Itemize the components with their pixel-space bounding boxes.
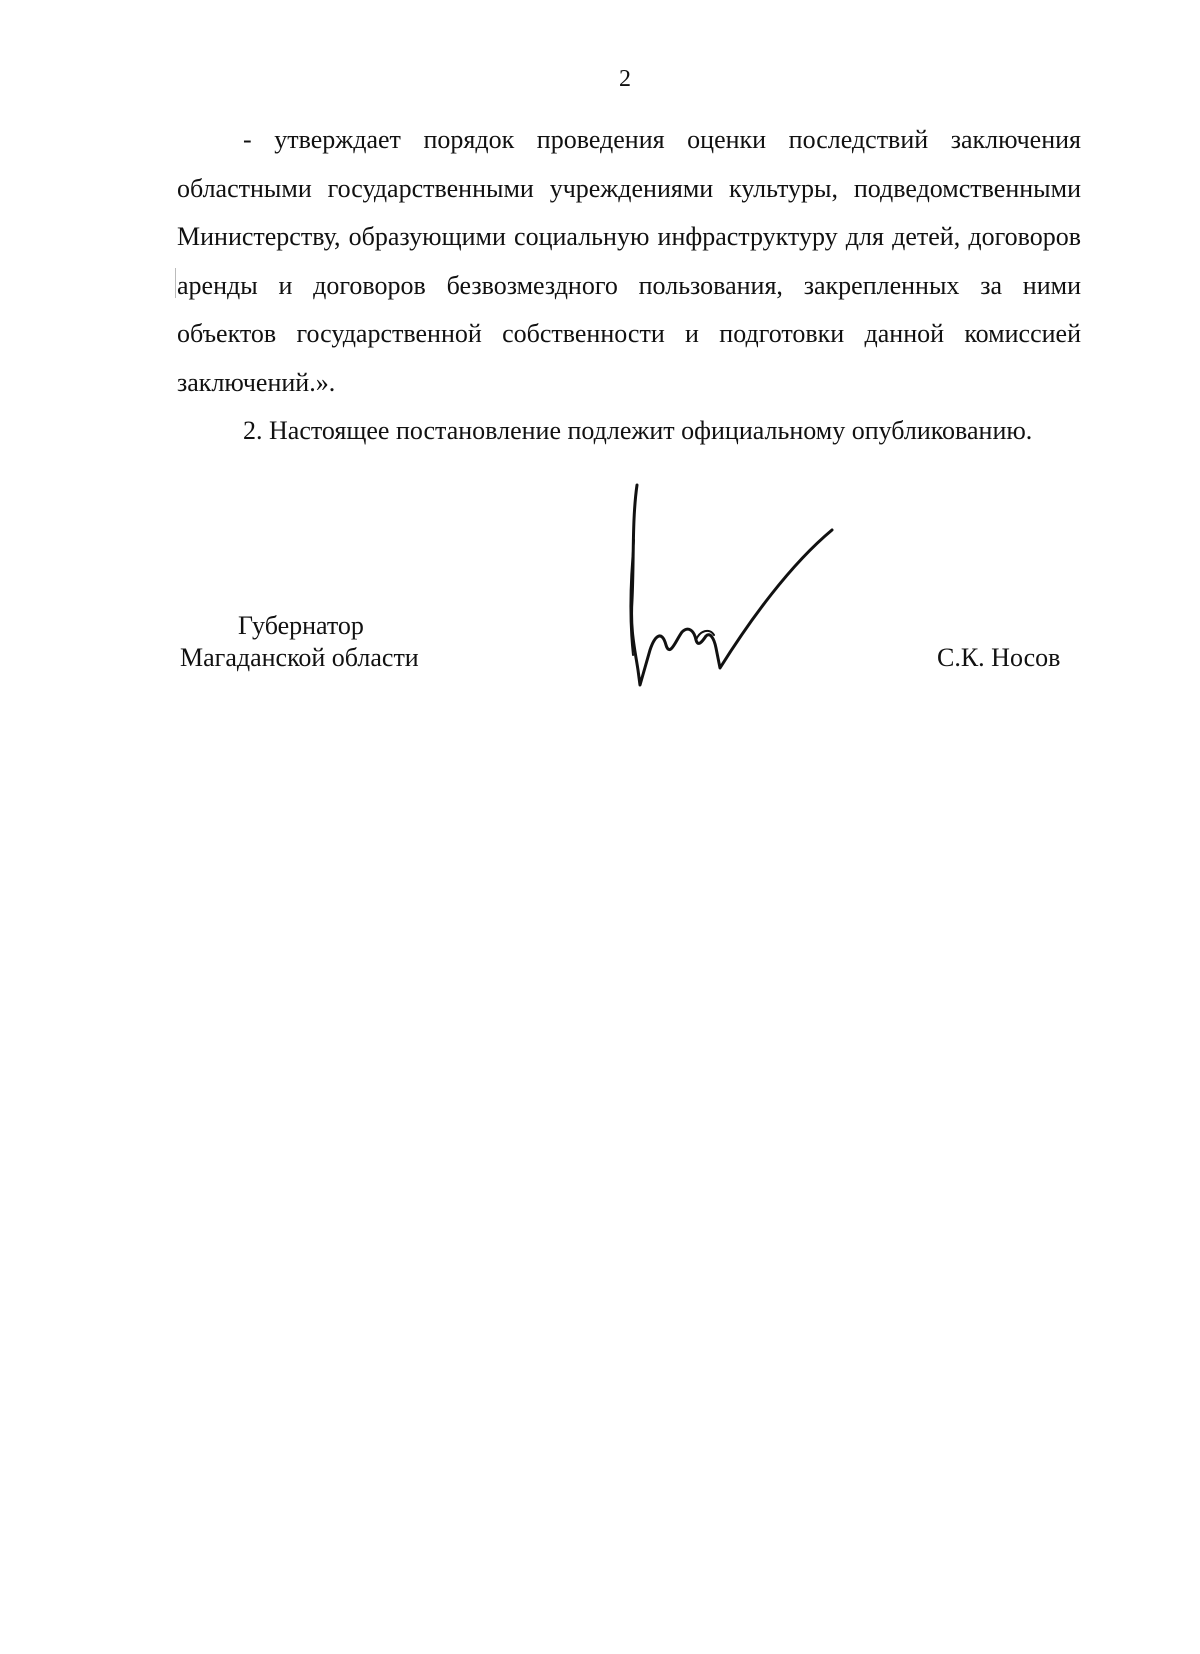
paragraph-publication: 2. Настоящее постановление подлежит официальному опубликованию. xyxy=(243,416,1033,445)
body-text xyxy=(177,116,1081,456)
signer-name: С.К. Носов xyxy=(937,643,1061,672)
page-number: 2 xyxy=(619,66,631,92)
signature-position-title: Губернатор xyxy=(238,611,364,640)
signature-position xyxy=(180,610,419,674)
handwritten-signature xyxy=(610,480,850,700)
margin-mark xyxy=(175,268,176,298)
signature-position-region: Магаданской области xyxy=(180,643,419,672)
paragraph-approval-procedure: - утверждает порядок проведения оценки последствий заключения областными государственными учреждениями культуры, подведомственными Министерству, образующими социальную инфраструктуру для детей, договоров аренды и договоров безвозмездного пользования, закрепленных за ними объектов государственной собственности и подготовки данной комиссией заключений.». xyxy=(177,125,1081,397)
